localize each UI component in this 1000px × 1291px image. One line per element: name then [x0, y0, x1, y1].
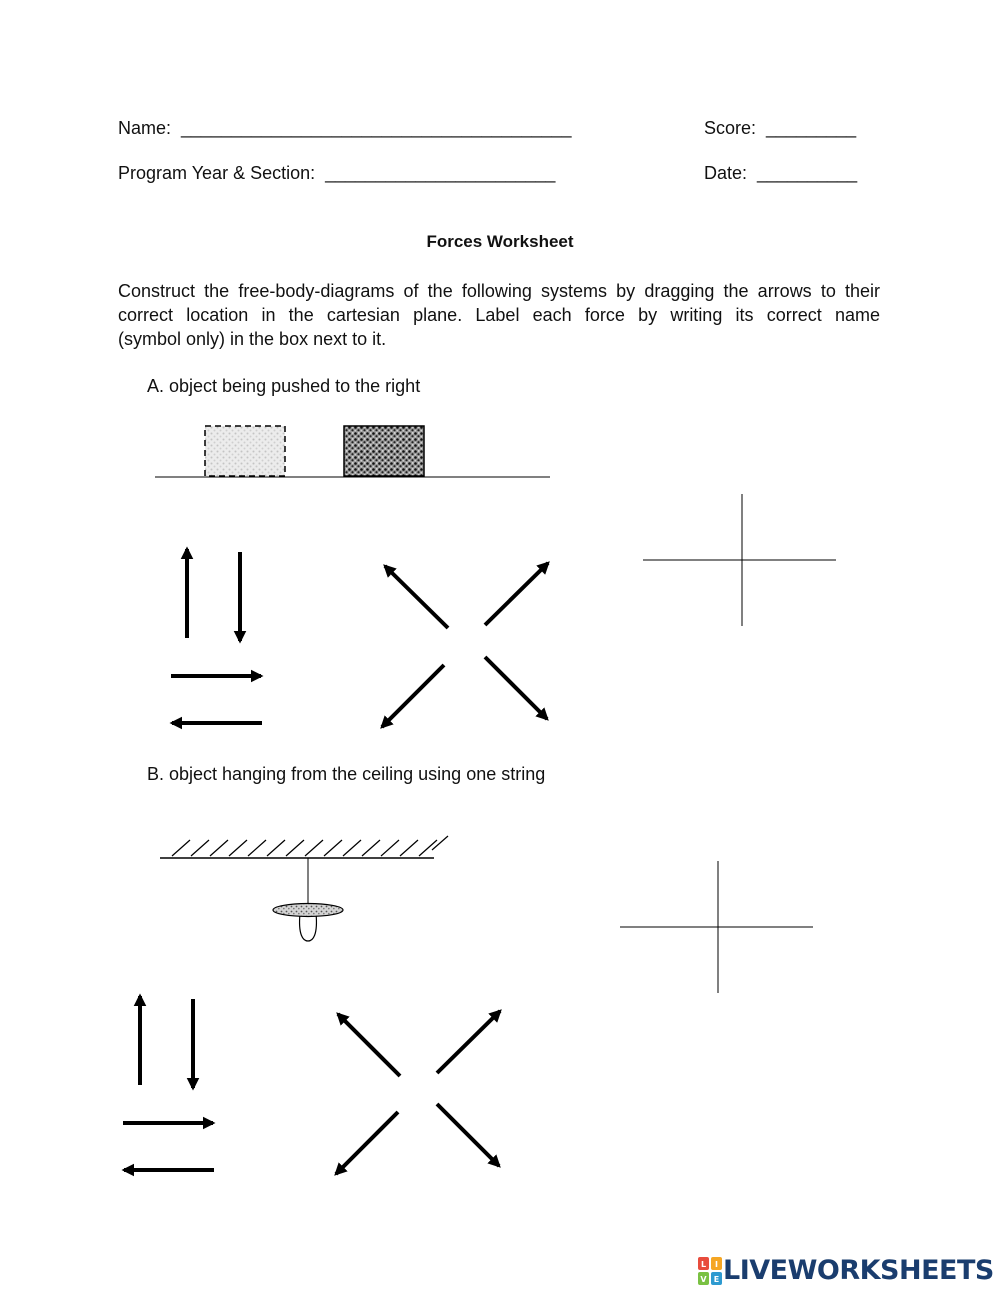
- live-logo-icon: [697, 1256, 723, 1286]
- arrow-b-down-right[interactable]: [437, 1104, 499, 1166]
- score-label: Score:: [704, 118, 757, 138]
- scene-a: [155, 426, 550, 477]
- score-blank[interactable]: _________: [766, 118, 857, 138]
- arrow-a-down-left[interactable]: [382, 665, 444, 727]
- arrow-b-up-left[interactable]: [338, 1014, 400, 1076]
- instructions-line-1: Construct the free-body-diagrams of the following systems by dragging the arrows to their: [118, 281, 880, 301]
- brand-name: LIVEWORKSHEETS: [723, 1255, 994, 1286]
- arrow-set-a: [171, 549, 548, 727]
- svg-text:I: I: [715, 1259, 718, 1269]
- arrow-a-down-right[interactable]: [485, 657, 547, 719]
- date-blank[interactable]: __________: [757, 163, 858, 183]
- name-blank[interactable]: _______________________________________: [181, 118, 572, 138]
- arrow-b-down-left[interactable]: [336, 1112, 398, 1174]
- section-a-label: A. object being pushed to the right: [147, 376, 421, 396]
- section-b-label: B. object hanging from the ceiling using one string: [147, 764, 546, 784]
- name-label: Name:: [118, 118, 172, 138]
- program-label: Program Year & Section:: [118, 163, 316, 183]
- liveworksheets-logo: [697, 1255, 994, 1286]
- hanging-object-disc: [273, 904, 343, 917]
- arrow-a-up-left[interactable]: [385, 566, 448, 628]
- hanging-object-bulb: [300, 913, 317, 941]
- date-label: Date:: [704, 163, 748, 183]
- instructions-line-2: correct location in the cartesian plane. Label each force by writing its correct name: [118, 305, 880, 325]
- svg-text:V: V: [700, 1274, 707, 1284]
- instructions-line-3: (symbol only) in the box next to it.: [118, 329, 387, 349]
- scene-b: [160, 836, 448, 941]
- worksheet-title: Forces Worksheet: [426, 232, 574, 251]
- program-blank[interactable]: _______________________: [325, 163, 556, 183]
- ceiling-hatch: [172, 836, 448, 856]
- svg-text:E: E: [713, 1274, 720, 1284]
- arrow-set-b: [123, 996, 500, 1174]
- arrow-a-up-right[interactable]: [485, 563, 548, 625]
- svg-text:L: L: [700, 1259, 707, 1269]
- pushed-object-box: [344, 426, 424, 476]
- arrow-b-up-right[interactable]: [437, 1011, 500, 1073]
- cartesian-plane-b[interactable]: [620, 861, 813, 993]
- initial-position-box: [205, 426, 285, 476]
- cartesian-plane-a[interactable]: [643, 494, 836, 626]
